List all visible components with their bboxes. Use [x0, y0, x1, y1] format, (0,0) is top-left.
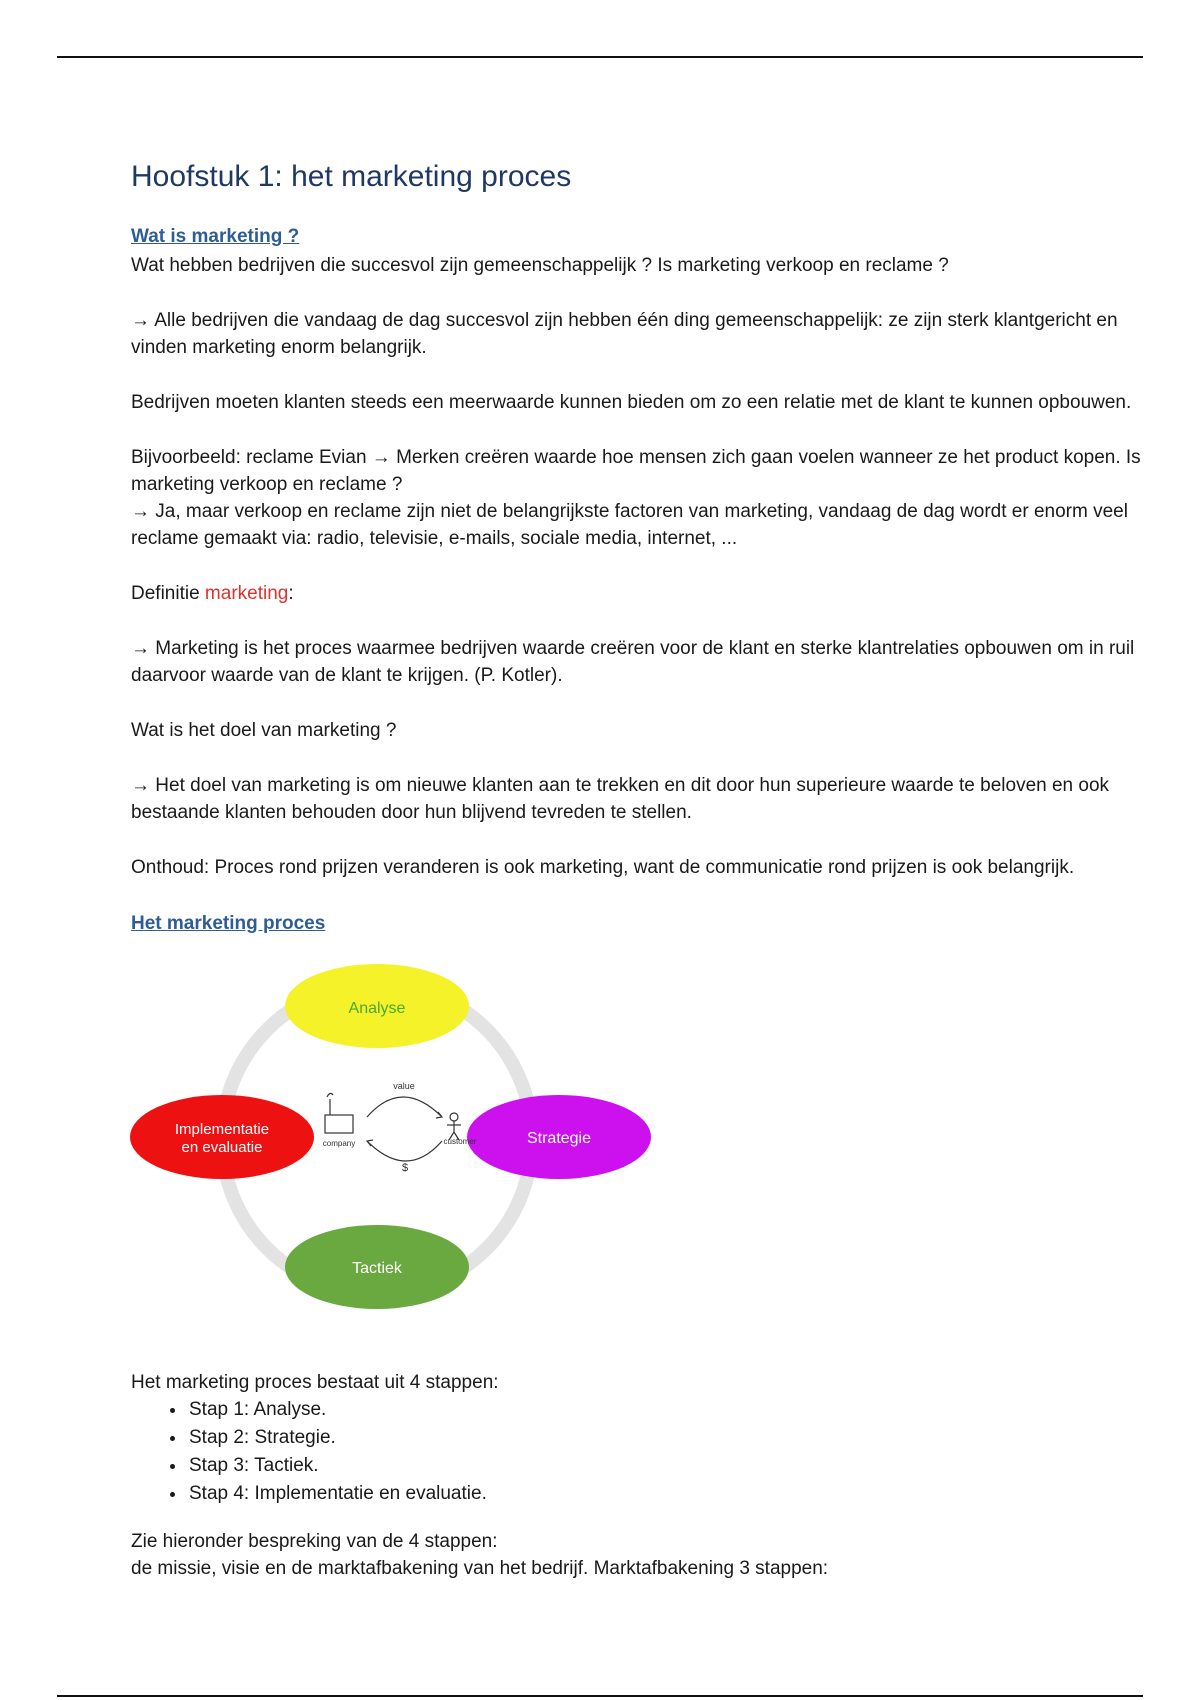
definition-text: → Marketing is het proces waarmee bedrijven waarde creëren voor de klant en sterke klantrelaties opbouwen om in ruil daarvoor waarde van de klant te krijgen. (P. Kotler). [131, 638, 1135, 686]
paragraph-advertising: → Ja, maar verkoop en reclame zijn niet de belangrijkste factoren van marketing, vandaag de dag wordt er enorm veel reclame gemaakt via: radio, televisie, e-mails, sociale media, internet, ... [131, 501, 1128, 549]
money-arrow-bottom [367, 1141, 442, 1161]
section-heading-marketing-proces: Het marketing proces [131, 913, 326, 934]
analyse-label: Analyse [348, 1000, 406, 1017]
goal-answer: → Het doel van marketing is om nieuwe klanten aan te trekken en dit door hun superieure waarde te beloven en ook bestaande klanten behouden door hun blijvend tevreden te stellen. [131, 775, 1110, 823]
section-heading-wat-is-marketing: Wat is marketing ? [131, 226, 300, 247]
below-text: de missie, visie en de marktafbakening van het bedrijf. Marktafbakening 3 stappen: [131, 1558, 829, 1579]
factory-smoke [327, 1093, 333, 1097]
list-item: • Stap 3: Tactiek. [187, 1452, 1161, 1480]
value-exchange-sketch [322, 1093, 461, 1161]
value-label: value [393, 1081, 415, 1091]
remember-note: Onthoud: Proces rond prijzen veranderen is ook marketing, want de communicatie rond prijzen is ook belangrijk. [131, 857, 1075, 878]
factory-icon [325, 1115, 353, 1133]
paragraph-evian-example: Bijvoorbeeld: reclame Evian → Merken creëren waarde hoe mensen zich gaan voelen wanneer ze het product kopen. Is marketing verkoop en reclame ? [131, 447, 1141, 495]
goal-question: Wat is het doel van marketing ? [131, 720, 397, 741]
below-intro: Zie hieronder bespreking van de 4 stappen: [131, 1531, 498, 1552]
definition-colon: : [288, 583, 294, 604]
definition-label: Definitie [131, 583, 205, 604]
definition-line [131, 580, 1161, 607]
tactiek-label: Tactiek [352, 1260, 402, 1277]
steps-intro: Het marketing proces bestaat uit 4 stappen: [131, 1372, 499, 1393]
chapter-title: Hoofstuk 1: het marketing proces [131, 160, 572, 193]
paragraph-customer-oriented: → Alle bedrijven die vandaag de dag succesvol zijn hebben één ding gemeenschappelijk: ze zijn sterk klantgericht en vinden marketing enorm belangrijk. [131, 310, 1118, 358]
steps-list [131, 1396, 1161, 1508]
bottom-rule [57, 1695, 1143, 1697]
list-item: • Stap 4: Implementatie en evaluatie. [187, 1480, 1161, 1508]
customer-head-icon [450, 1113, 458, 1121]
top-rule [57, 56, 1143, 58]
list-item: • Stap 2: Strategie. [187, 1424, 1161, 1452]
definition-term: marketing [204, 583, 289, 604]
value-arrow-top [367, 1097, 442, 1117]
intro-question: Wat hebben bedrijven die succesvol zijn gemeenschappelijk ? Is marketing verkoop en reclame ? [131, 255, 949, 276]
dollar-label: $ [401, 1162, 409, 1174]
cycle-diagram-svg [127, 959, 687, 1319]
strategie-label: Strategie [526, 1130, 592, 1147]
page-content [131, 150, 1161, 1582]
implementatie-label-line2: en evaluatie [181, 1139, 263, 1156]
company-label: company [322, 1139, 356, 1148]
customer-label: customer [443, 1137, 477, 1146]
paragraph-added-value: Bedrijven moeten klanten steeds een meerwaarde kunnen bieden om zo een relatie met de klant te kunnen opbouwen. [131, 392, 1132, 413]
list-item: • Stap 1: Analyse. [187, 1396, 1161, 1424]
implementatie-label-line1: Implementatie [174, 1121, 270, 1138]
marketing-process-diagram [127, 959, 687, 1319]
